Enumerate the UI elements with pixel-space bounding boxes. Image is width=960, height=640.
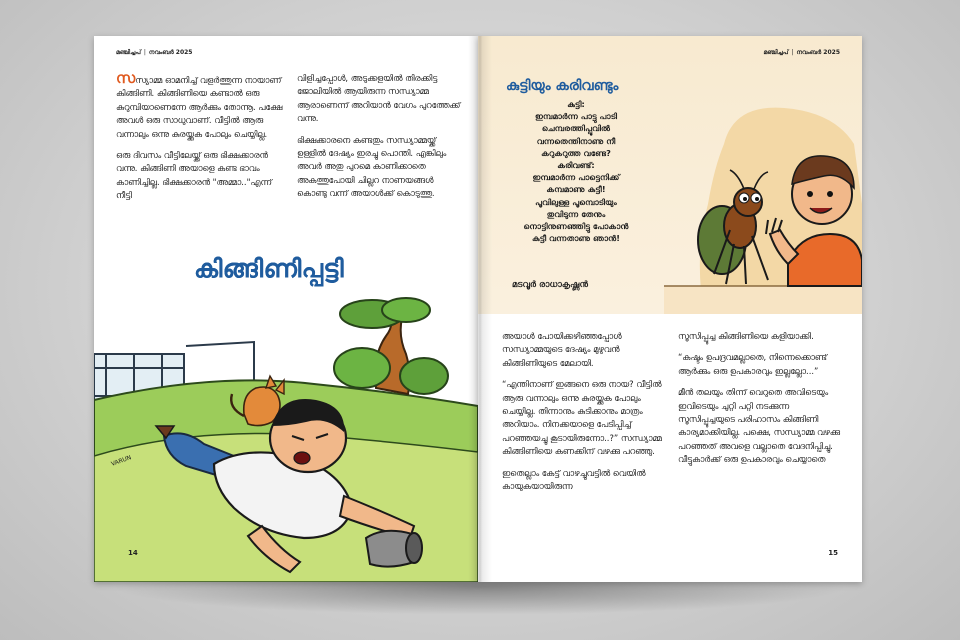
poem-speaker: കരിവണ്ട്: <box>557 160 595 171</box>
story-column-1 <box>116 69 286 211</box>
paragraph: ഇതെല്ലാം കേട്ട് വാഴച്ചുവട്ടിൽ വെയിൽ കായുകയായിരുന്ന <box>502 467 646 492</box>
page-header: മഞ്ചിച്ചപ് | നവംബർ 2025 <box>763 49 840 56</box>
poem <box>488 98 664 244</box>
artist-signature: VARUN <box>110 454 133 468</box>
paragraph: വിളിച്ചപ്പോൾ, അടുക്കളയിൽ തിരക്കിട്ട ജോലിയിൽ ആയിരുന്ന സന്ധ്യാമ്മ ആരാണെന്ന് അറിയാൻ വേഗം പുറത്തേക്ക് വന്നു. <box>297 73 461 124</box>
page-number: 15 <box>828 549 838 557</box>
story-column-3 <box>502 330 668 501</box>
paragraph: “കഷ്ടം ഉപദ്രവമല്ലാതെ, നിന്നെക്കൊണ്ട് ആർക്കും ഒരു ഉപകാരവും ഇല്ലല്ലോ...” <box>678 352 827 376</box>
poem-line: നൊട്ടിനുണഞ്ഞിട്ടു പോകാൻ <box>523 221 629 232</box>
right-page <box>478 36 862 582</box>
paragraph: മീൻ തലയും തിന്ന് വെറുതെ അവിടെയും ഇവിടെയും ചുറ്റി പറ്റി നടക്കുന്ന സൂസിപ്പൂച്ചയുടെ പരിഹാസം കിങ്ങിണി കാര്യമാക്കിയില്ല. പക്ഷെ, സന്ധ്യാമ്മ വഴക്കു പറഞ്ഞത് അവളെ വല്ലാതെ വേദനിപ്പിച്ചു. വീട്ടുകാർക്ക് ഒരു ഉപകാരവും ചെയ്യാതെ <box>678 387 840 465</box>
story-column-2 <box>297 72 463 209</box>
poem-line: ഇമ്പമാർന്ന പാട്ടു പാടി <box>535 111 617 122</box>
left-page <box>94 36 478 582</box>
poem-line: കറുകറുത്ത വണ്ടേ? <box>541 147 611 158</box>
poem-line: കമ്പമാണു കുട്ടീ! <box>546 184 606 195</box>
paragraph: സൂസിപ്പൂച്ച കിങ്ങിണിയെ കളിയാക്കി. <box>678 331 814 341</box>
paragraph: അയാൾ പോയിക്കഴിഞ്ഞപ്പോൾ സന്ധ്യാമ്മയുടെ ദേഷ്യം മുഴുവൻ കിങ്ങിണിയുടെ മേലായി. <box>502 331 622 368</box>
poet-name: മടവൂർ രാധാകൃഷ്ണൻ <box>512 280 588 290</box>
poem-line: പൂവിലുള്ള പൂമ്പൊടിയും <box>535 196 617 207</box>
poem-line: ചെമ്പരത്തിപ്പൂവിൽ <box>541 123 611 134</box>
story-title: കിങ്ങിണിപ്പട്ടി <box>194 254 345 283</box>
poem-illustration <box>664 84 862 314</box>
magazine-name: മഞ്ചിച്ചപ് <box>763 49 789 56</box>
magazine-issue: നവംബർ 2025 <box>148 49 193 56</box>
story-column-4 <box>678 330 842 475</box>
story-illustration <box>94 276 478 582</box>
poem-line: തുവിടുന്ന തേനും <box>546 208 606 219</box>
poem-line: വന്നതെന്തിനാണു നീ <box>536 135 616 146</box>
magazine-issue: നവംബർ 2025 <box>796 49 840 56</box>
page-number: 14 <box>128 549 138 557</box>
poem-line: ഇമ്പമാർന്ന പാട്ടെനിക്ക് <box>532 172 620 183</box>
poem-speaker: കുട്ടി: <box>567 99 585 109</box>
paragraph: “എന്തിനാണ് ഇങ്ങനെ ഒരു നായ? വീട്ടിൽ ആരു വന്നാലും ഒന്നു കുരയ്ക്കുക പോലും ചെയ്യില്ല. തിന്നാനും കുടിക്കാനും മാത്രം അറിയാം. നിനക്കയാളെ പേടിപ്പിച്ച് പറഞ്ഞയച്ചു കൂടായിരുന്നോ..?” സന്ധ്യാമ്മ കിങ്ങിണിയെ കണക്കിന് വഴക്കു പറഞ്ഞു. <box>502 379 662 457</box>
magazine-name: മഞ്ചിച്ചപ് <box>116 49 141 56</box>
paragraph: ഒരു ദിവസം വീട്ടിലേയ്ക്ക് ഒരു ഭിക്ഷക്കാരൻ വന്നു. കിങ്ങിണി അയാളെ കണ്ട ഭാവം കാണിച്ചില്ല. ഭിക്ഷക്കാരൻ "അമ്മാ.."എന്ന് നീട്ടി <box>116 150 272 201</box>
page-header: മഞ്ചിച്ചപ് | നവംബർ 2025 <box>116 49 193 56</box>
dropcap: സ <box>116 69 136 87</box>
paragraph: സസ്യാമ്മ ഓമനിച്ച് വളർത്തുന്ന നായാണ് കിങ്ങിണി. കിങ്ങിണിയെ കണ്ടാൽ ഒരു കുറുമ്പിയാണെന്നേ ആർക്കും തോന്നൂ. പക്ഷേ അവൾ ഒരു സാധുവാണ്. വീട്ടിൽ ആരു വന്നാലും ഒന്നു കുരയ്ക്കുക പോലും ചെയ്യില്ല. <box>116 69 283 139</box>
poem-line: കുട്ടീ വന്നതാണു ഞാൻ! <box>531 233 621 244</box>
paragraph: ഭിക്ഷക്കാരനെ കണ്ടതും സന്ധ്യാമ്മയ്ക്ക് ഉള്ളിൽ ദേഷ്യം ഇരച്ചു പൊന്തി. എങ്കിലും അവർ അതു പുറമെ കാണിക്കാതെ അകത്തുപോയി ചില്ലറ നാണയങ്ങൾ കൊണ്ടു വന്ന് അയാൾക്ക് കൊടുത്തു. <box>297 134 447 199</box>
fallen-pot <box>366 531 422 567</box>
poem-title: കുട്ടിയും കരിവണ്ടും <box>506 78 619 94</box>
